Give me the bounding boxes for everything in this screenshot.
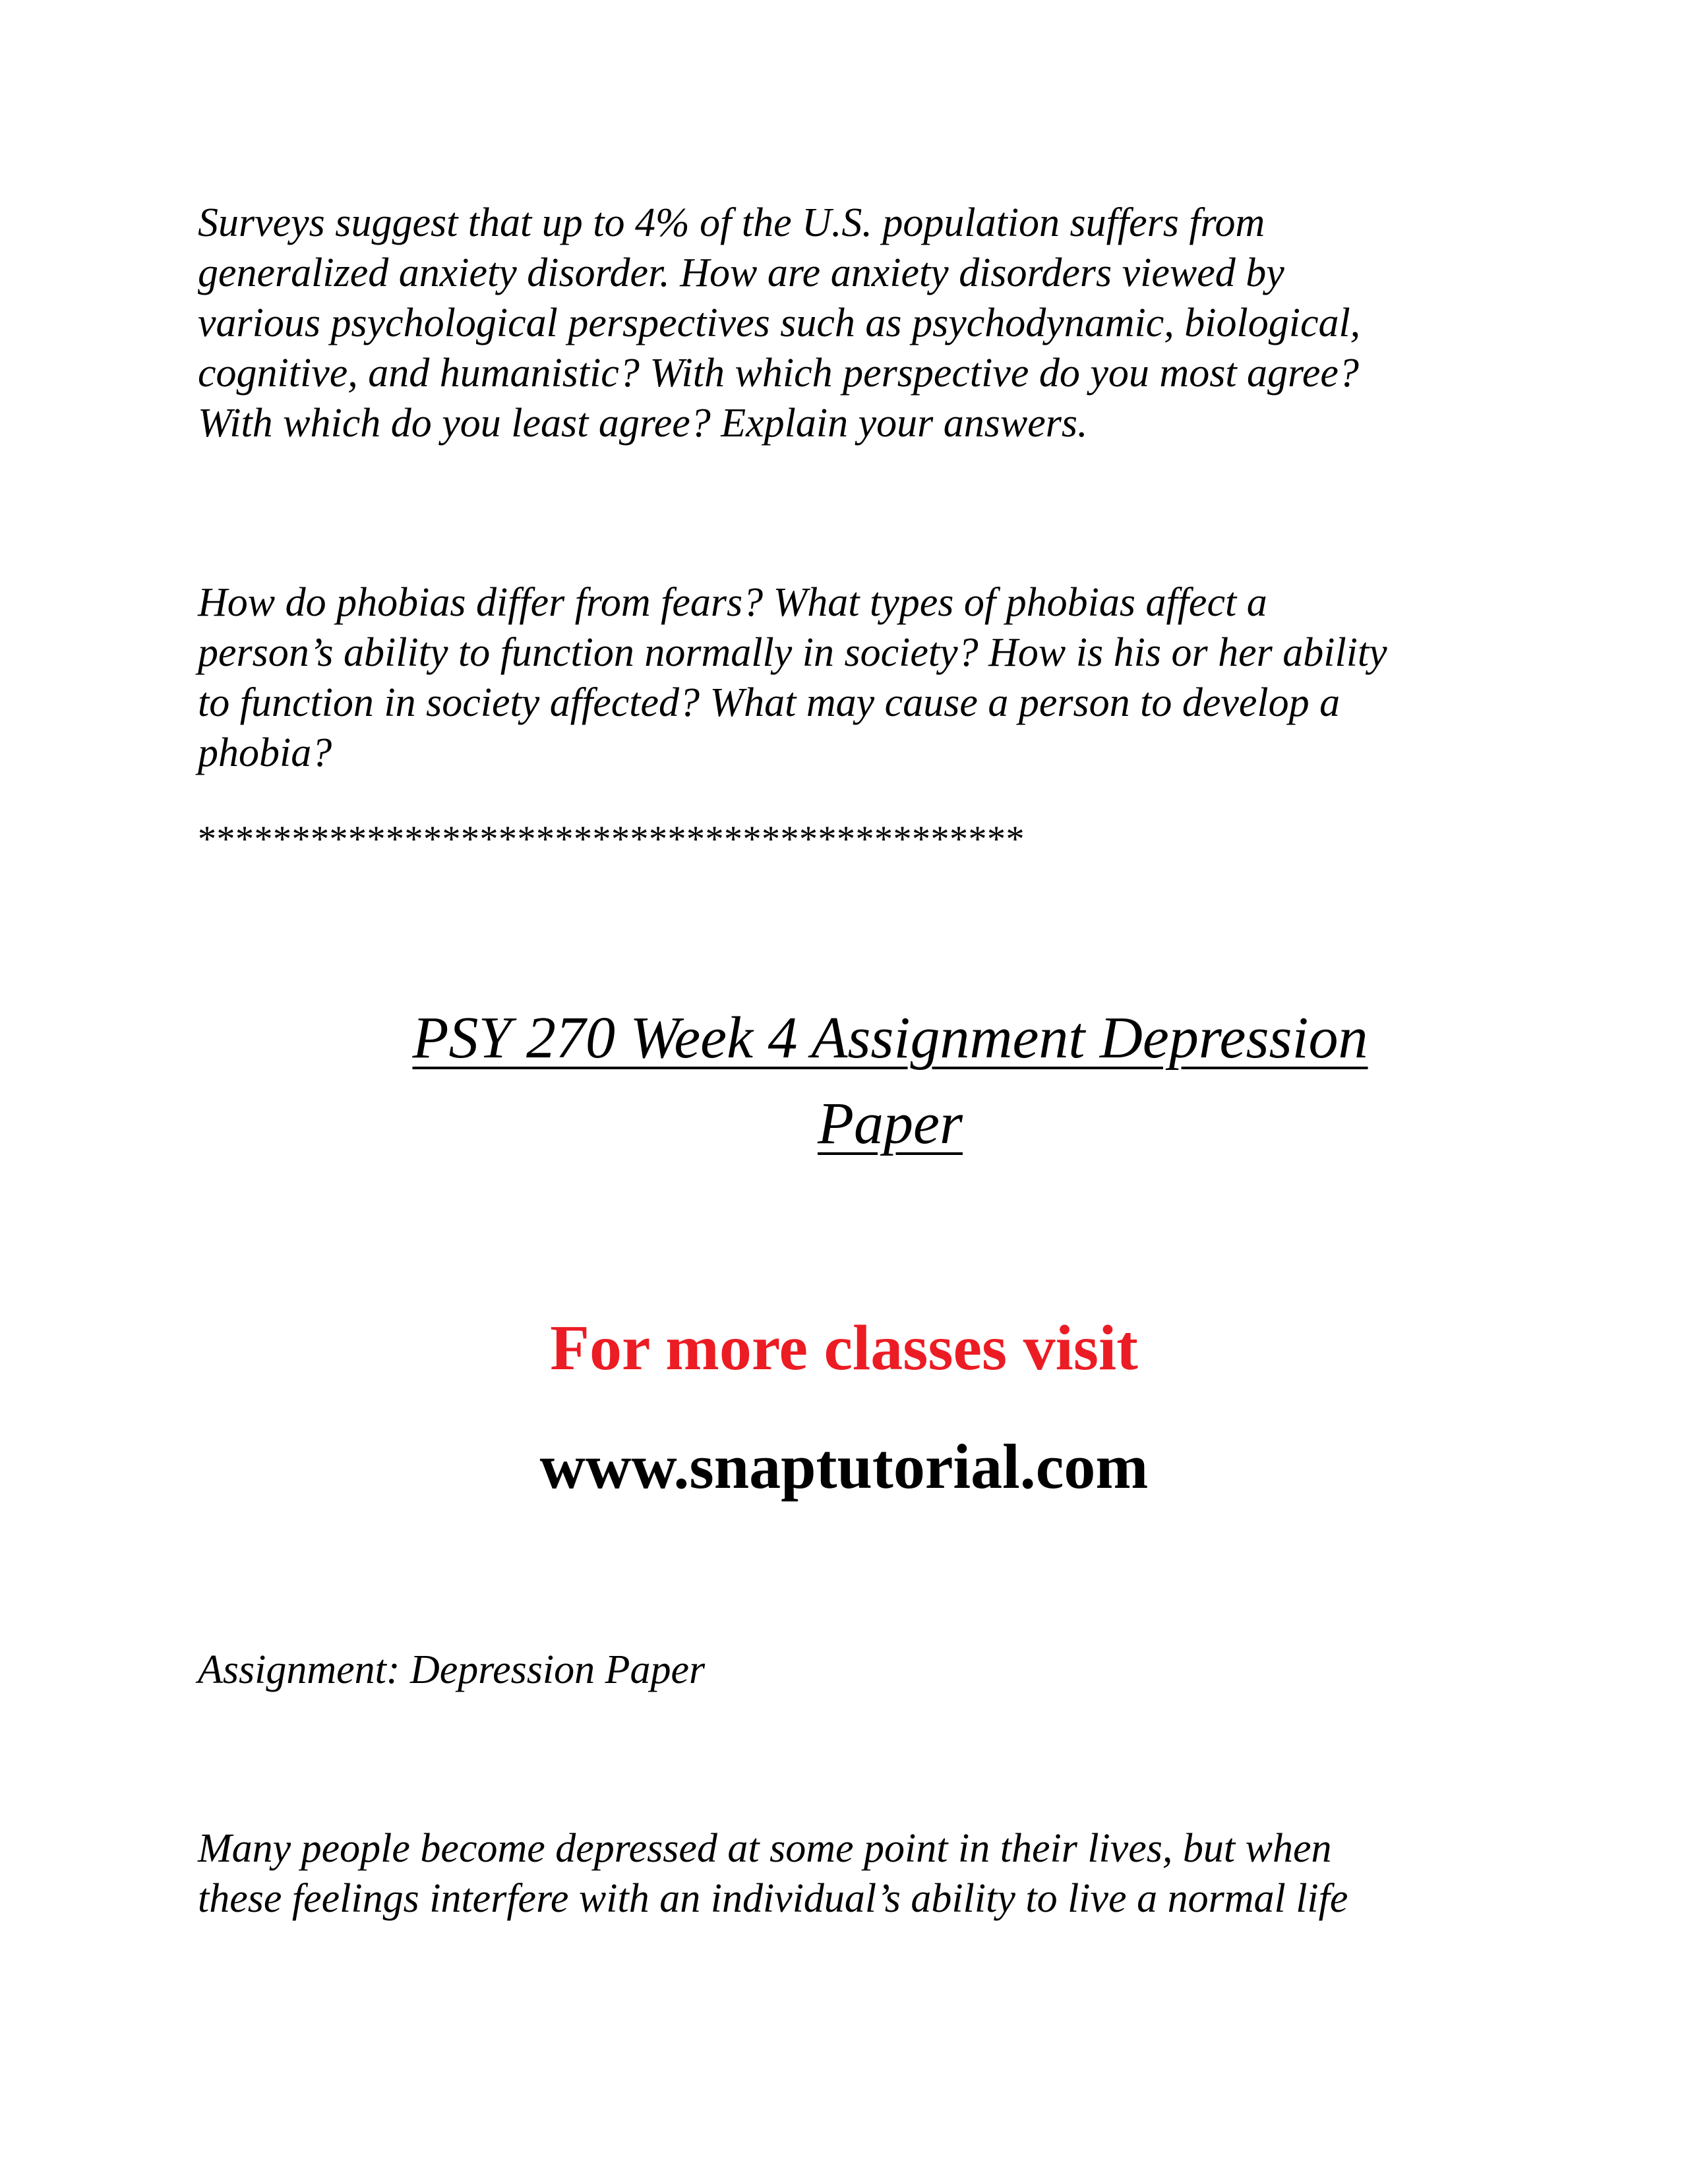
paragraph-line: Surveys suggest that up to 4% of the U.S. population suffers from xyxy=(198,200,1265,245)
assignment-label-text: Assignment: Depression Paper xyxy=(198,1647,706,1692)
paragraph-line: to function in society affected? What may cause a person to develop a xyxy=(198,680,1341,725)
paragraph-line: How do phobias differ from fears? What types of phobias affect a xyxy=(198,580,1267,625)
paragraph-line: generalized anxiety disorder. How are anxiety disorders viewed by xyxy=(198,251,1284,295)
paragraph-line: cognitive, and humanistic? With which perspective do you most agree? xyxy=(198,351,1359,396)
paragraph-line: these feelings interfere with an individual’s ability to live a normal life xyxy=(198,1876,1348,1921)
depression-intro-paragraph xyxy=(198,1823,1517,1924)
paragraph-line: various psychological perspectives such as psychodynamic, biological, xyxy=(198,301,1361,345)
phobia-question-paragraph xyxy=(198,577,1517,778)
assignment-title-line-1: PSY 270 Week 4 Assignment Depression xyxy=(412,1005,1368,1071)
assignment-label xyxy=(198,1645,1517,1695)
asterisk-separator: ******************************************** xyxy=(198,819,1025,860)
paragraph-line: phobia? xyxy=(198,730,332,775)
paragraph-line: Many people become depressed at some point in their lives, but when xyxy=(198,1826,1332,1871)
promo-text: For more classes visit xyxy=(550,1313,1138,1384)
promo-url: www.snaptutorial.com xyxy=(539,1431,1149,1502)
anxiety-question-paragraph xyxy=(198,198,1517,448)
paragraph-line: person’s ability to function normally in society? How is his or her ability xyxy=(198,630,1387,675)
assignment-title-line-2: Paper xyxy=(818,1091,963,1156)
paragraph-line: With which do you least agree? Explain your answers. xyxy=(198,401,1088,446)
